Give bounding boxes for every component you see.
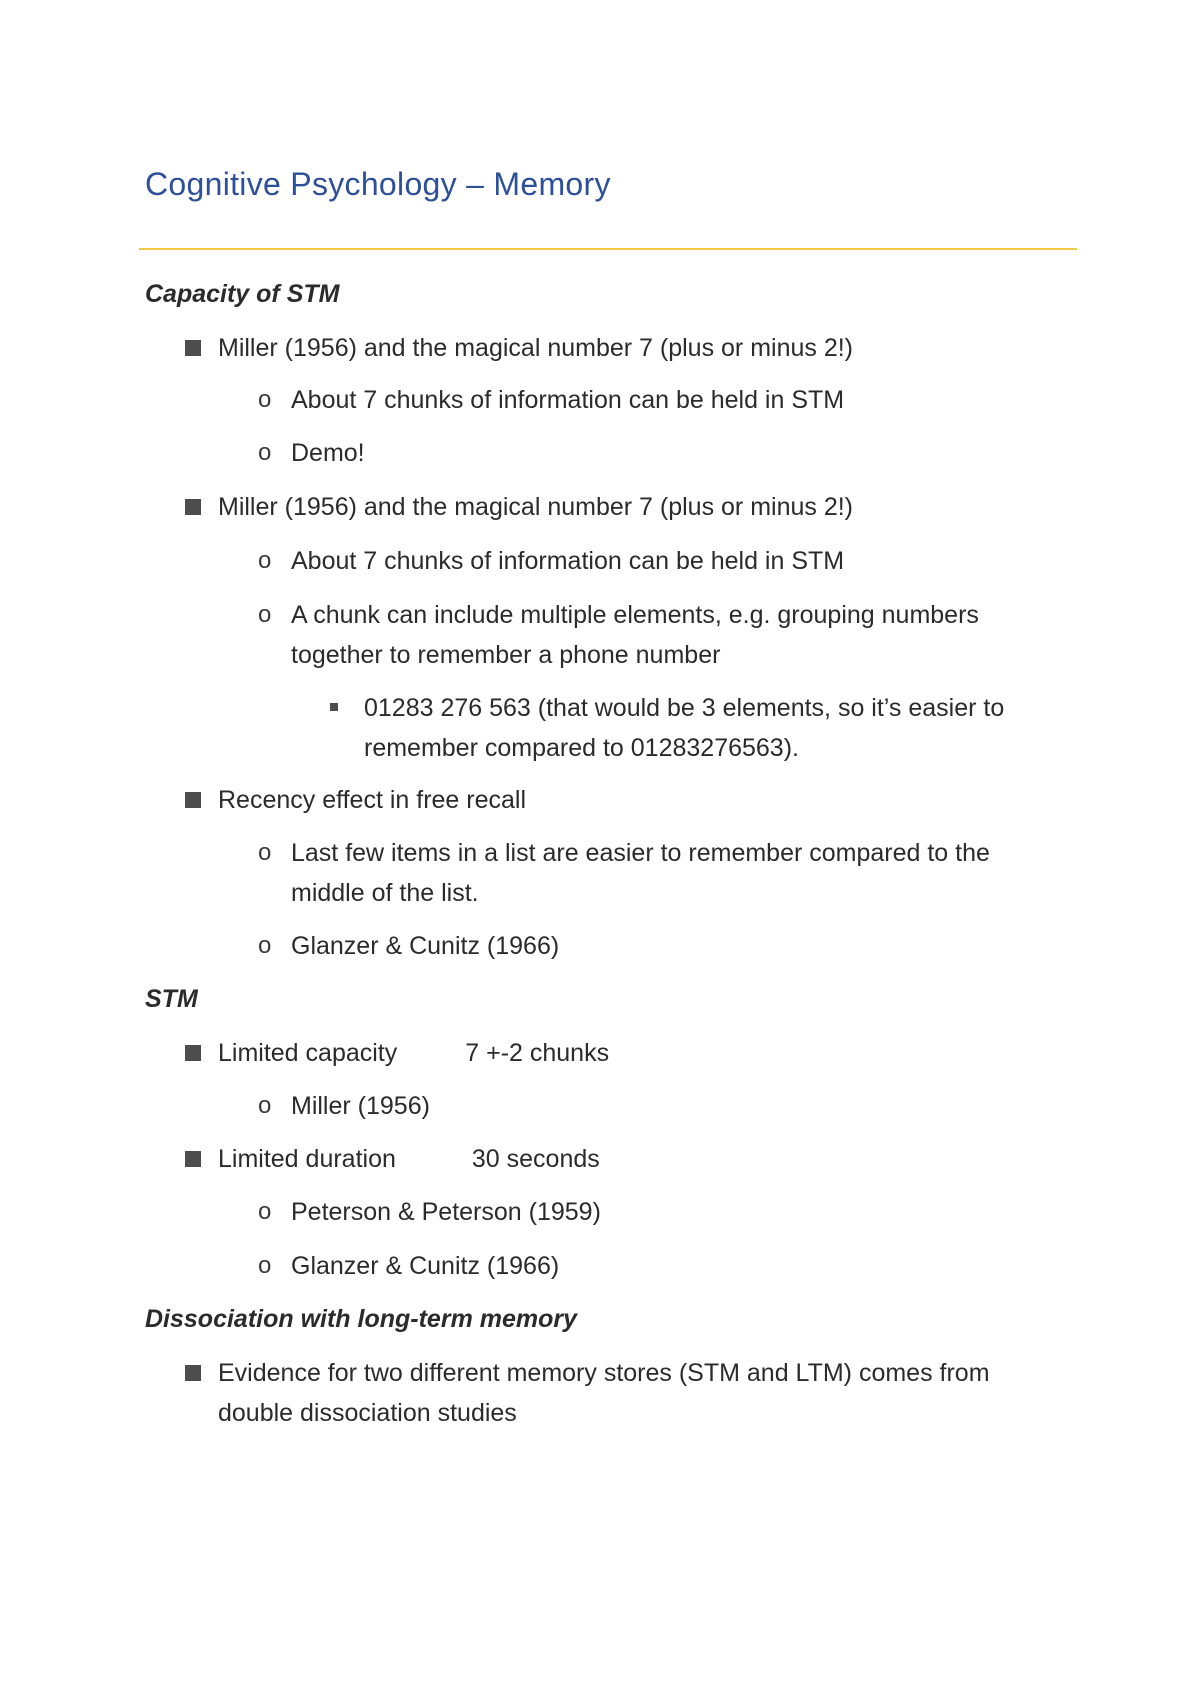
list-item: o Demo! <box>258 439 365 467</box>
item-label: Limited duration <box>218 1145 396 1173</box>
list-item: Miller (1956) and the magical number 7 (plus or minus 2!) <box>218 328 1068 368</box>
list-item: Recency effect in free recall <box>218 780 1068 820</box>
section-heading-capacity-of-stm: Capacity of STM <box>145 280 340 308</box>
square-bullet-icon <box>185 1045 201 1061</box>
section-heading-stm: STM <box>145 985 198 1013</box>
item-value: 7 +-2 chunks <box>465 1039 610 1067</box>
section-heading-dissociation: Dissociation with long-term memory <box>145 1305 578 1333</box>
square-bullet-icon <box>185 1151 201 1167</box>
list-item: o About 7 chunks of information can be held in STM <box>258 386 845 414</box>
list-item: o Last few items in a list are easier to remember compared to the middle of the list. <box>258 839 990 907</box>
circle-bullet-icon: o <box>258 839 272 866</box>
circle-bullet-icon: o <box>258 547 272 574</box>
list-item: o Glanzer & Cunitz (1966) <box>258 1252 560 1280</box>
list-item: Miller (1956) and the magical number 7 (plus or minus 2!) <box>218 487 1068 527</box>
circle-bullet-icon: o <box>258 1198 272 1225</box>
list-item: 01283 276 563 (that would be 3 elements, so it’s easier to remember compared to 01283276563). <box>364 688 1074 768</box>
square-bullet-icon <box>185 340 201 356</box>
list-item: o A chunk can include multiple elements, e.g. grouping numbers together to remember a phone number <box>258 601 979 669</box>
circle-bullet-icon: o <box>258 932 272 959</box>
circle-bullet-icon: o <box>258 1092 272 1119</box>
square-bullet-icon <box>185 792 201 808</box>
list-item <box>218 1139 1068 1179</box>
title-divider <box>139 248 1077 250</box>
list-item: o About 7 chunks of information can be held in STM <box>258 547 845 575</box>
small-square-bullet-icon <box>330 703 338 711</box>
list-item: o Miller (1956) <box>258 1092 430 1120</box>
circle-bullet-icon: o <box>258 439 272 466</box>
circle-bullet-icon: o <box>258 386 272 413</box>
page-title: Cognitive Psychology – Memory <box>145 166 611 202</box>
list-item <box>218 1033 1068 1073</box>
list-item: o Peterson & Peterson (1959) <box>258 1198 601 1226</box>
square-bullet-icon <box>185 499 201 515</box>
list-item: o Glanzer & Cunitz (1966) <box>258 932 560 960</box>
item-value: 30 seconds <box>471 1145 600 1173</box>
list-item: Evidence for two different memory stores (STM and LTM) comes from double dissociation studies <box>218 1353 1058 1433</box>
square-bullet-icon <box>185 1365 201 1381</box>
circle-bullet-icon: o <box>258 601 272 628</box>
item-label: Limited capacity <box>218 1039 398 1067</box>
circle-bullet-icon: o <box>258 1252 272 1279</box>
